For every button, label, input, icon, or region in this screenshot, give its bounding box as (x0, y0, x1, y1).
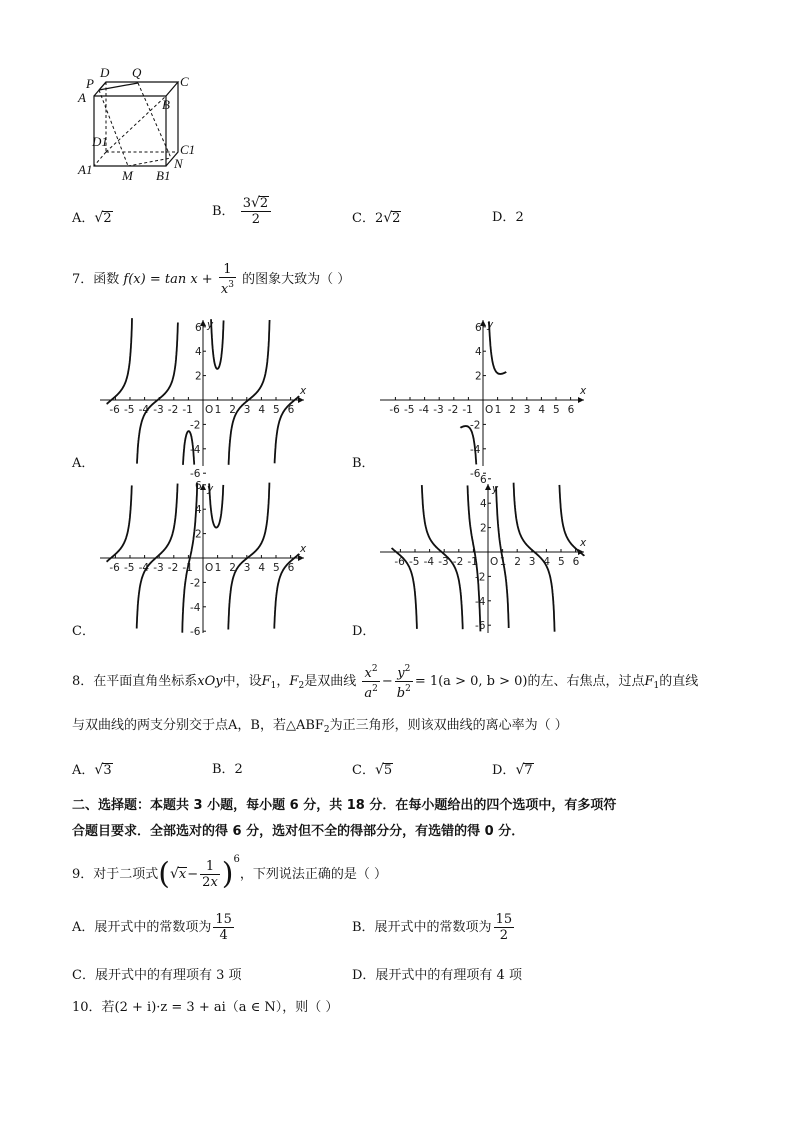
x-tick-label: 1 (214, 562, 222, 574)
x-axis-arrow (298, 397, 304, 403)
x-tick-label: 4 (538, 404, 546, 416)
y-tick-label: 2 (195, 370, 202, 383)
q9-stem: 9．对于二项式(√x− $\frac{1}{2x}$ )$^6$，下列说法正确的是（ ） (72, 854, 388, 892)
y-tick-label: 6 (195, 479, 202, 492)
q9-option-d: D．展开式中的有理项有 4 项 (352, 968, 522, 983)
cube-label: N (174, 156, 183, 171)
x-tick-label: -2 (167, 562, 179, 574)
x-tick-label: 1 (214, 404, 222, 416)
q9-option-c: C．展开式中的有理项有 3 项 (72, 968, 242, 983)
x-tick-label: 3 (523, 404, 531, 416)
x-axis-label: x (580, 385, 587, 397)
x-axis-label: x (300, 543, 307, 555)
cube-label: C (180, 74, 189, 89)
x-tick-label: 2 (514, 556, 521, 568)
y-tick-label: -4 (190, 443, 201, 456)
x-axis-label: x (300, 385, 307, 397)
x-tick-label: 4 (258, 562, 266, 574)
y-axis-label: y (207, 319, 214, 331)
y-tick-label: -6 (190, 626, 201, 639)
y-axis-label: y (207, 483, 214, 495)
x-tick-label: 2 (229, 404, 236, 416)
x-tick-label: -6 (389, 404, 400, 416)
cube-figure (70, 62, 210, 190)
x-tick-label: 3 (528, 556, 536, 568)
cube-label: C1 (180, 142, 196, 157)
x-tick-label: 5 (273, 562, 280, 574)
y-tick-label: 2 (195, 528, 202, 541)
graph-b (375, 316, 590, 481)
x-tick-label: O (485, 404, 494, 416)
q8-option-d: D．√7 (492, 762, 533, 778)
x-tick-label: -6 (394, 556, 405, 568)
x-tick-label: 2 (509, 404, 516, 416)
x-tick-label: -5 (409, 556, 420, 568)
x-tick-label: -5 (404, 404, 415, 416)
x-tick-label: -4 (418, 404, 430, 416)
function-curve (107, 318, 132, 404)
q8-option-b: B．2 (212, 762, 243, 777)
y-tick-label: -2 (190, 577, 201, 590)
x-tick-label: -5 (124, 404, 135, 416)
x-tick-label: -4 (423, 556, 435, 568)
cube-label: D (100, 65, 110, 80)
cube-label: D1 (92, 134, 108, 149)
y-tick-label: 6 (475, 321, 482, 334)
cube-label: Q (132, 65, 142, 80)
q6-option-d: D．2 (492, 210, 524, 225)
cube-label: A (78, 90, 86, 105)
x-tick-label: 6 (567, 404, 575, 416)
function-curve (107, 485, 132, 561)
x-tick-label: 6 (287, 404, 295, 416)
q8-option-a: A．√3 (72, 762, 112, 778)
graph-b-label: B． (352, 456, 375, 471)
x-tick-label: 6 (572, 556, 580, 568)
function-curve (137, 323, 178, 464)
x-tick-label: 5 (553, 404, 560, 416)
q8-option-c: C．√5 (352, 762, 393, 778)
x-tick-label: -1 (467, 556, 478, 568)
x-tick-label: O (205, 404, 214, 416)
x-tick-label: -3 (433, 404, 444, 416)
y-tick-label: -2 (190, 419, 201, 432)
x-tick-label: -1 (182, 562, 193, 574)
x-axis-label: x (580, 537, 587, 549)
x-tick-label: 3 (243, 562, 251, 574)
cube-label: B (162, 97, 170, 112)
cube-label: A1 (78, 162, 93, 177)
q7-stem: 7．函数 f(x) = tan x + $\frac{1}{x^3}$ 的图象大致为（ ） (72, 262, 351, 297)
y-tick-label: 4 (195, 504, 202, 517)
q6-option-a: A．√2 (72, 210, 112, 226)
x-tick-label: -3 (153, 404, 164, 416)
function-curve (183, 431, 194, 465)
section2-line2: 合题目要求．全部选对的得 6 分，选对但不全的得部分分，有选错的得 0 分． (72, 824, 525, 839)
y-axis-label: y (487, 319, 494, 331)
x-tick-label: -5 (124, 562, 135, 574)
y-tick-label: 6 (480, 473, 487, 486)
q8-line2: 与双曲线的两支分别交于点A，B，若$\triangle ABF_2$为正三角形，则该双曲线的离心率为（ ） (72, 718, 568, 735)
x-tick-label: -3 (153, 562, 164, 574)
x-tick-label: -6 (109, 562, 120, 574)
x-tick-label: 1 (494, 404, 502, 416)
y-tick-label: 2 (475, 370, 482, 383)
x-tick-label: -2 (447, 404, 459, 416)
x-tick-label: -4 (138, 404, 150, 416)
function-curve (228, 483, 269, 630)
y-tick-label: -6 (475, 620, 486, 633)
x-tick-label: 5 (273, 404, 280, 416)
graph-d (375, 473, 590, 635)
section2-line1: 二、选择题：本题共 3 小题，每小题 6 分，共 18 分．在每小题给出的四个选项中，有多项符 (72, 798, 617, 813)
y-tick-label: -4 (470, 443, 481, 456)
x-tick-label: 4 (258, 404, 266, 416)
graph-c-label: C． (72, 624, 95, 639)
y-tick-label: -4 (190, 601, 201, 614)
x-axis-arrow (298, 555, 304, 561)
x-tick-label: 1 (499, 556, 507, 568)
x-tick-label: -6 (109, 404, 120, 416)
x-tick-label: -2 (452, 556, 464, 568)
x-tick-label: O (490, 556, 499, 568)
y-tick-label: -2 (470, 419, 481, 432)
y-tick-label: 4 (195, 346, 202, 359)
function-curve (137, 484, 178, 629)
x-tick-label: 4 (543, 556, 551, 568)
y-tick-label: 4 (480, 498, 487, 511)
graph-c (95, 479, 310, 639)
x-tick-label: 3 (243, 404, 251, 416)
x-tick-label: -2 (167, 404, 179, 416)
x-axis-arrow (578, 397, 584, 403)
x-tick-label: -1 (182, 404, 193, 416)
y-tick-label: 6 (195, 321, 202, 334)
q8-line1: 8．在平面直角坐标系xOy中，设$F_1$，$F_2$是双曲线 $\frac{x^2}{a^2}$ − $\frac{y^2}{b^2}$ = 1(a > 0, b > 0)的左、右焦点，过点$F_1$的直线 (72, 664, 699, 701)
cube-label: B1 (156, 168, 171, 183)
graph-a (95, 316, 310, 481)
y-tick-label: 4 (475, 346, 482, 359)
x-tick-label: -3 (438, 556, 449, 568)
x-tick-label: -4 (138, 562, 150, 574)
y-tick-label: -4 (475, 595, 486, 608)
y-tick-label: -2 (475, 571, 486, 584)
y-tick-label: -6 (470, 468, 481, 481)
q9-option-b: B．展开式中的常数项为 $\frac{15}{2}$ (352, 912, 513, 943)
graph-d-label: D． (352, 624, 376, 639)
x-tick-label: 6 (287, 562, 295, 574)
q6-option-b: B． $\frac{3√2}{2}$ (212, 196, 273, 227)
q9-option-a: A．展开式中的常数项为 $\frac{15}{4}$ (72, 912, 232, 943)
function-curve (460, 426, 476, 464)
x-tick-label: -1 (462, 404, 473, 416)
x-tick-label: 5 (558, 556, 565, 568)
y-tick-label: -6 (190, 468, 201, 481)
cube-label: M (122, 168, 133, 183)
x-tick-label: 2 (229, 562, 236, 574)
q10-stem: 10．若(2 + i)·z = 3 + ai（a ∈ N），则（ ） (72, 1000, 339, 1015)
graph-a-label: A． (72, 456, 95, 471)
y-tick-label: 2 (480, 522, 487, 535)
y-axis-label: y (492, 483, 499, 495)
cube-label: P (86, 76, 94, 91)
q6-option-c: C．2√2 (352, 210, 401, 226)
function-curve (229, 320, 270, 465)
x-tick-label: O (205, 562, 214, 574)
